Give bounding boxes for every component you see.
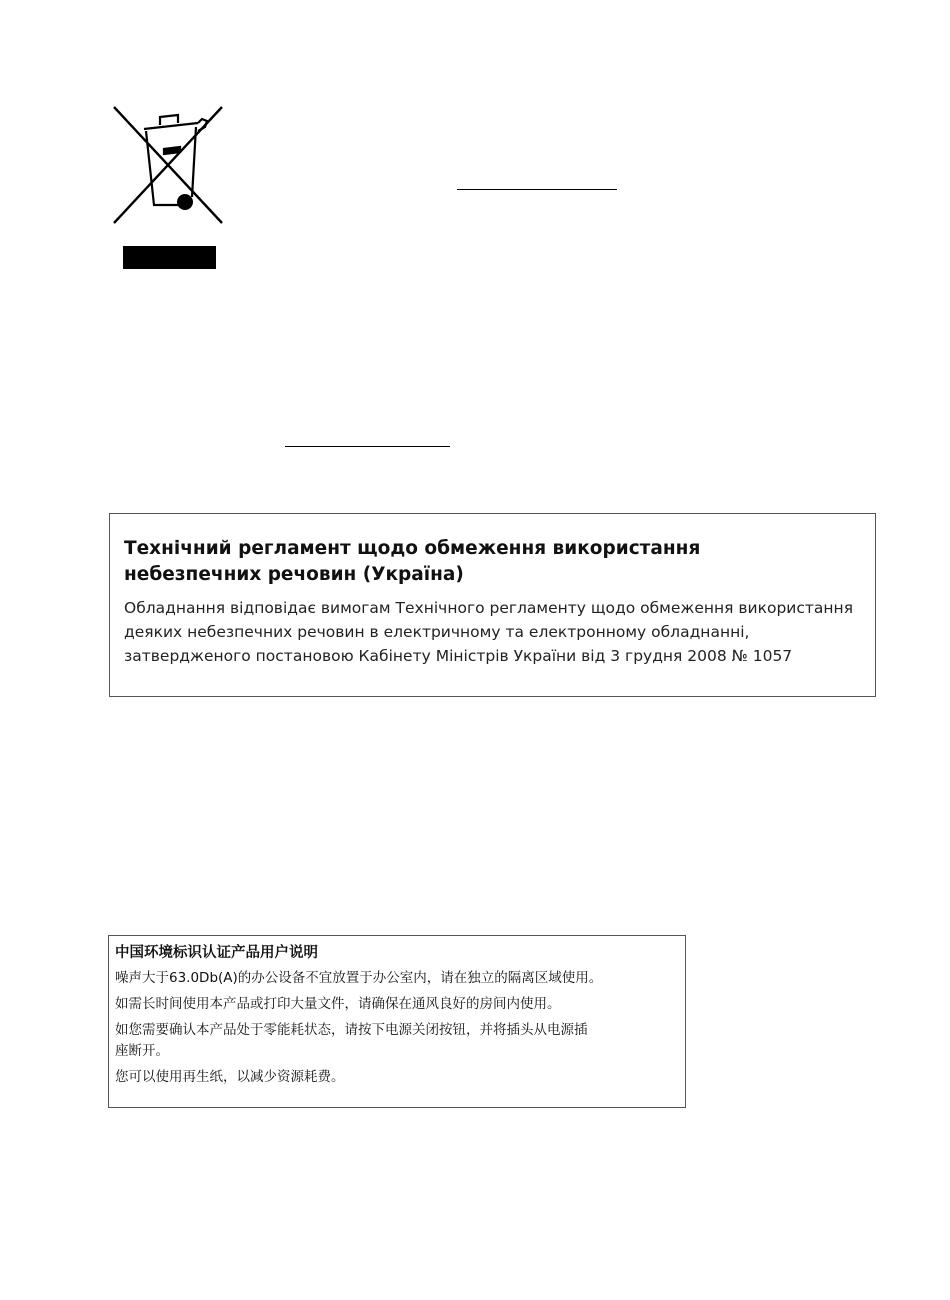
link-underline <box>285 446 450 447</box>
ukraine-notice-title-line: Технічний регламент щодо обмеження використання <box>124 538 701 559</box>
china-notice-line: 您可以使用再生纸，以减少资源耗费。 <box>115 1069 345 1085</box>
china-notice-title: 中国环境标识认证产品用户说明 <box>115 945 318 961</box>
ukraine-notice-body-line: Обладнання відповідає вимогам Технічного регламенту щодо обмеження використання <box>124 599 854 617</box>
china-notice-line: 如需长时间使用本产品或打印大量文件，请确保在通风良好的房间内使用。 <box>115 996 561 1012</box>
china-environmental-label-notice <box>108 935 686 1108</box>
link-underline <box>457 189 617 190</box>
weee-black-bar <box>123 246 216 269</box>
ukraine-rohs-notice <box>109 513 876 697</box>
ukraine-notice-body <box>124 596 861 668</box>
ukraine-notice-title-line: небезпечних речовин (Україна) <box>124 564 464 585</box>
china-notice-line: 噪声大于63.0Db(A)的办公设备不宜放置于办公室内，请在独立的隔离区域使用。 <box>115 970 603 986</box>
ukraine-notice-body-line: деяких небезпечних речовин в електричному та електронному обладнанні, <box>124 623 750 641</box>
crossed-out-wheelie-bin-icon <box>112 105 224 227</box>
ukraine-notice-title <box>124 536 861 588</box>
china-notice-line: 如您需要确认本产品处于零能耗状态，请按下电源关闭按钮，并将插头从电源插 座断开。 <box>115 1022 588 1059</box>
ukraine-notice-body-line: затвердженого постановою Кабінету Міністрів України від 3 грудня 2008 № 1057 <box>124 647 793 665</box>
